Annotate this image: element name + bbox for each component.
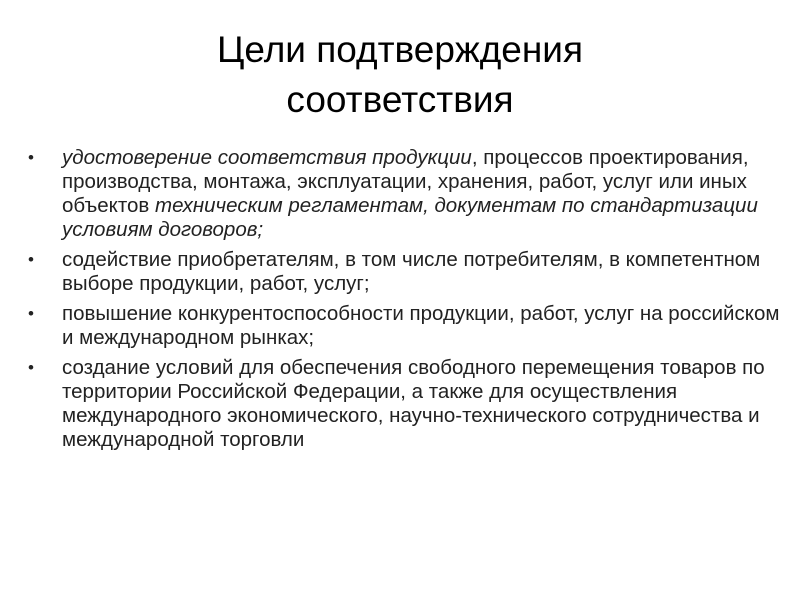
slide-title xyxy=(0,25,800,125)
bullet-1-italic-end: техническим регламентам, документам по стандартизации условиям договоров; xyxy=(62,194,758,241)
bullet-item-4 xyxy=(26,356,786,452)
bullet-list xyxy=(26,146,786,458)
bullet-item-1 xyxy=(26,146,786,242)
bullet-icon: • xyxy=(28,148,34,167)
bullet-icon: • xyxy=(28,358,34,377)
bullet-item-2 xyxy=(26,248,786,296)
bullet-item-3 xyxy=(26,302,786,350)
bullet-1-regular: , процессов проектирования, производства, монтажа, эксплуатации, хранения, работ, услуг или иных объектов xyxy=(62,146,749,217)
bullet-3-text: повышение конкурентоспособности продукции, работ, услуг на российском и международном рынках; xyxy=(62,302,780,349)
bullet-4-text: создание условий для обеспечения свободного перемещения товаров по территории Российской Федерации, а также для осуществления международного экономического, научно-технического сотрудничества и международной торговли xyxy=(62,356,765,451)
bullet-2-text: содействие приобретателям, в том числе потребителям, в компетентном выборе продукции, работ, услуг; xyxy=(62,248,761,295)
slide-title-line-1: Цели подтверждения xyxy=(216,29,584,70)
bullet-icon: • xyxy=(28,250,34,269)
bullet-1-italic-start: удостоверение соответствия продукции xyxy=(62,146,472,169)
bullet-icon: • xyxy=(28,304,34,323)
slide-title-line-2: соответствия xyxy=(286,79,514,120)
